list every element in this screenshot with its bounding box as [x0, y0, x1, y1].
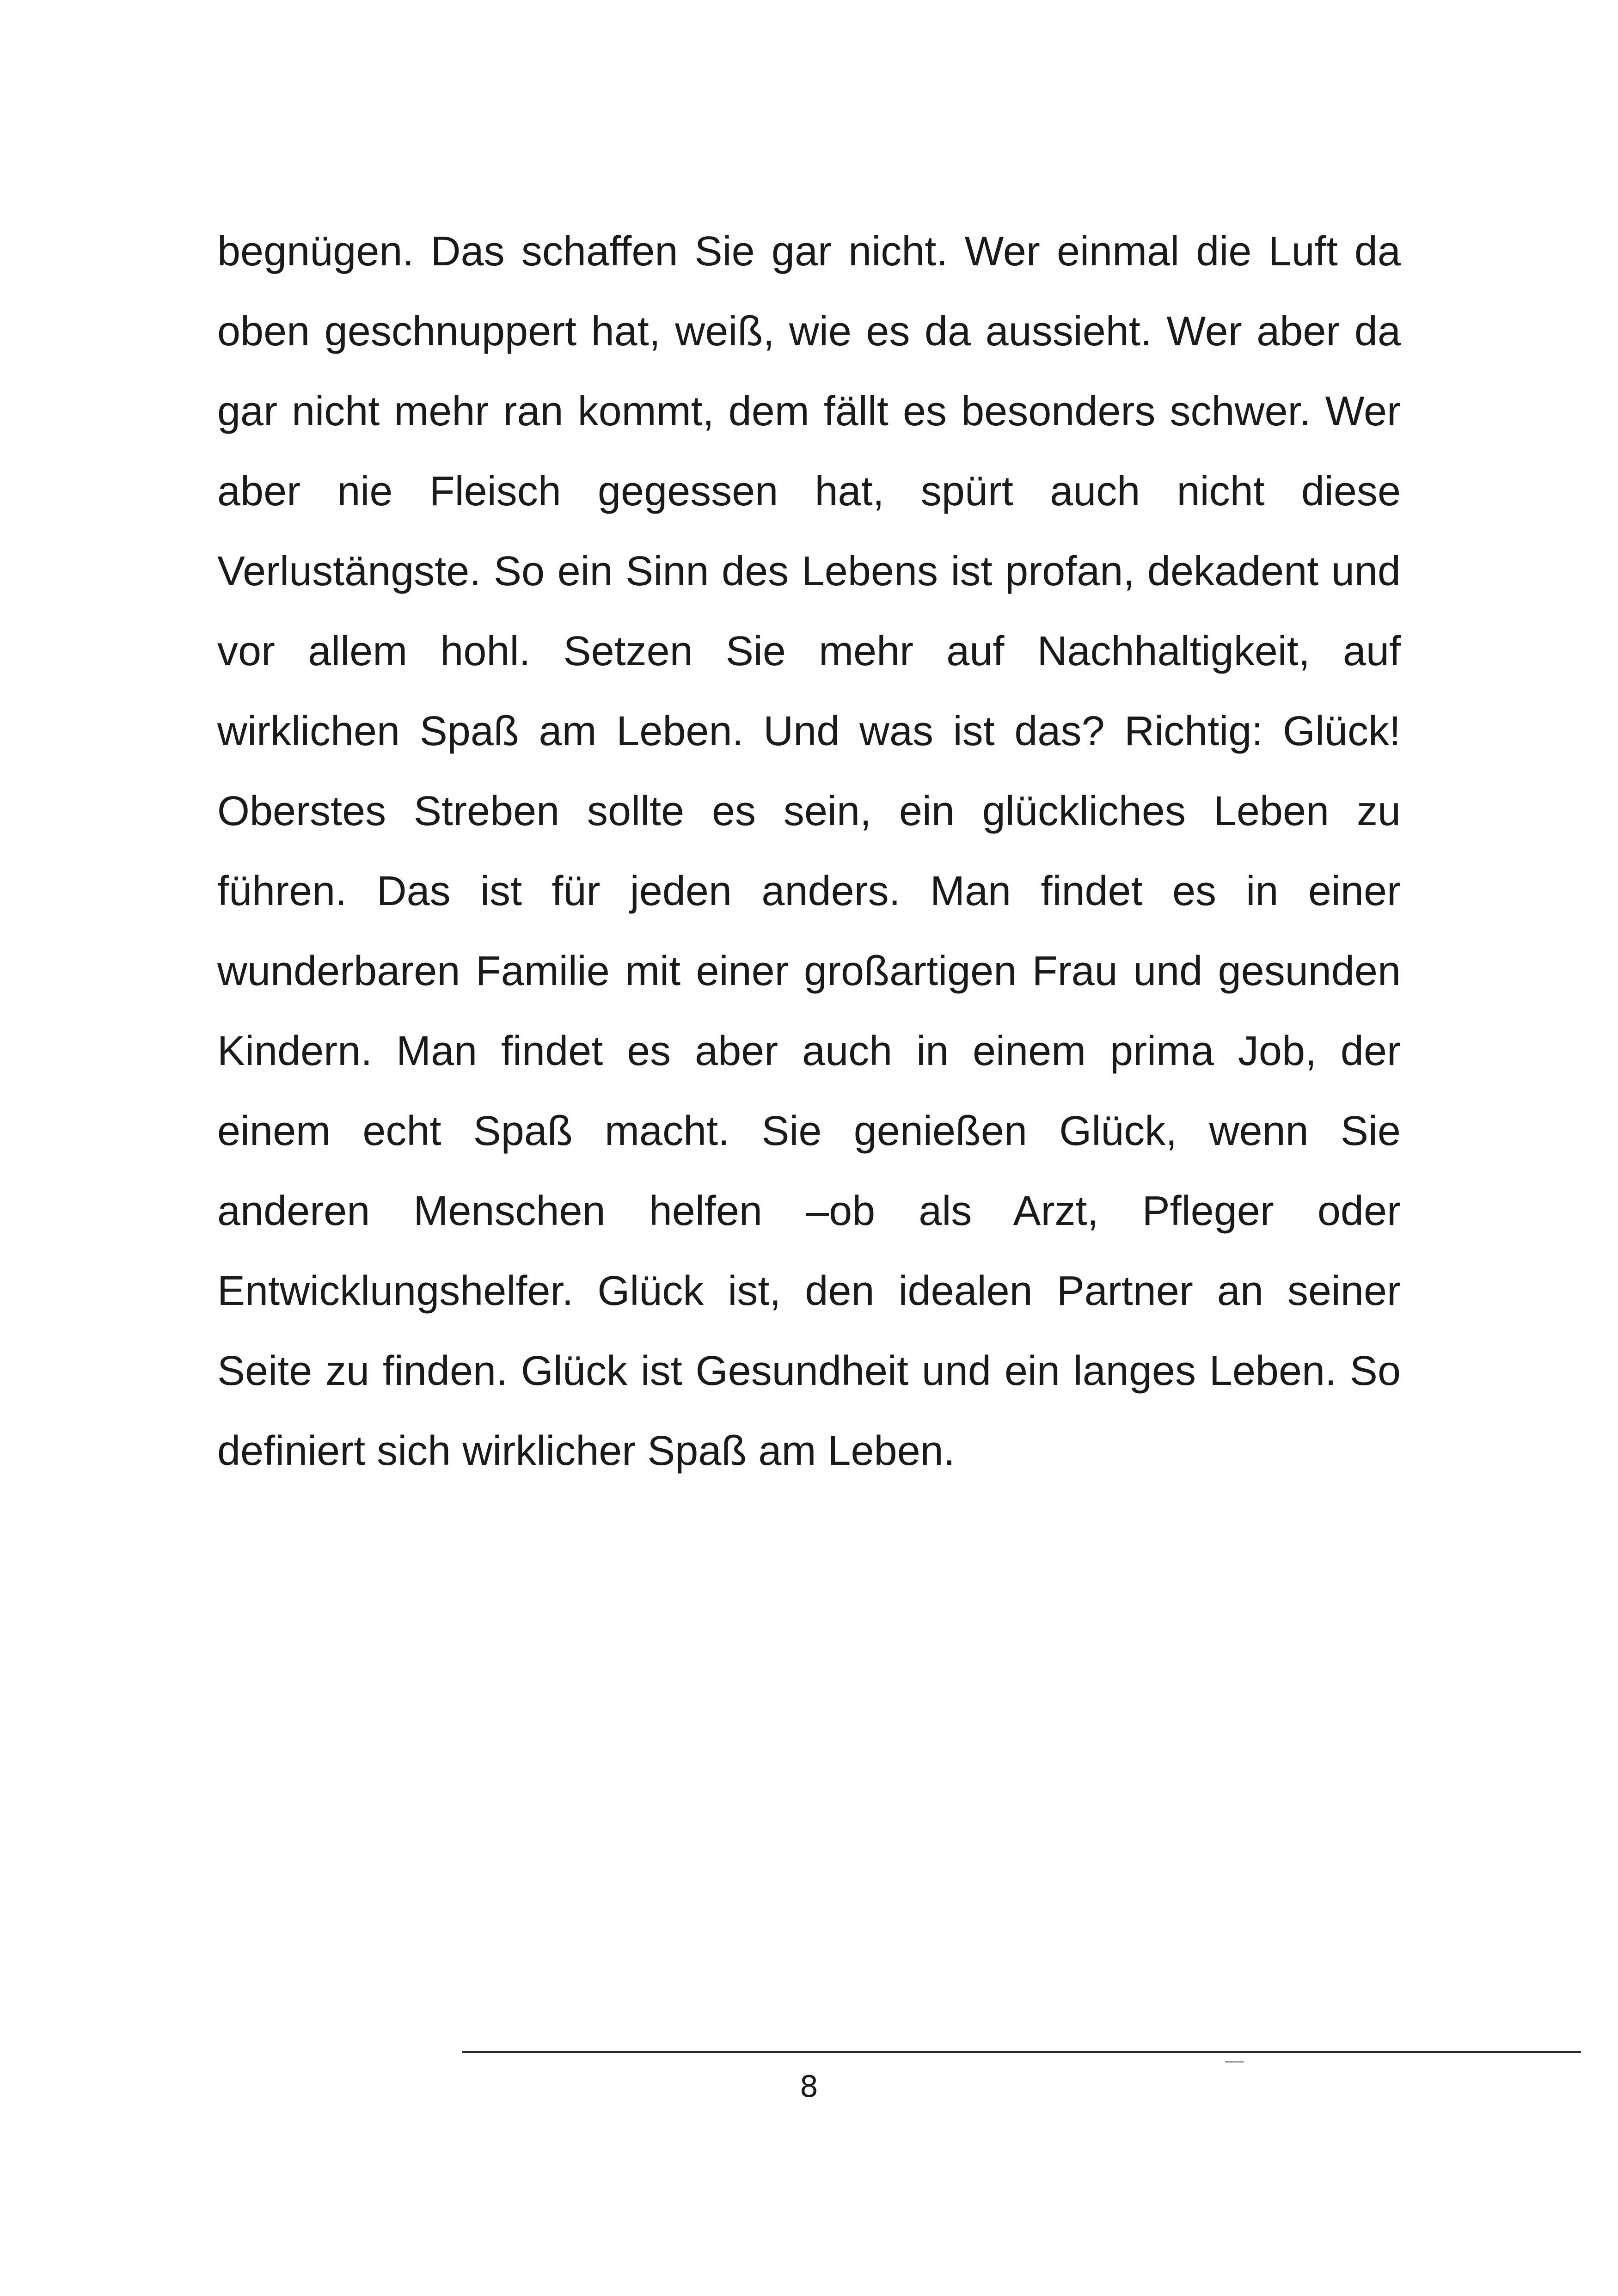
footer-divider: [462, 2051, 1581, 2053]
body-paragraph: begnügen. Das schaffen Sie gar nicht. Wer einmal die Luft da oben geschnuppert hat, weiß, wie es da aussieht. Wer aber da gar nicht mehr ran kommt, dem fällt es besonders schwer. Wer aber nie Fleisch gegessen hat, spürt auch nicht diese Verlustängste. So ein Sinn des Lebens ist profan, dekadent und vor allem hohl. Setzen Sie mehr auf Nachhaltigkeit, auf wirklichen Spaß am Leben. Und was ist das? Richtig: Glück! Oberstes Streben sollte es sein, ein glückliches Leben zu führen. Das ist für jeden anders. Man findet es in einer wunderbaren Familie mit einer großartigen Frau und gesunden Kindern. Man findet es aber auch in einem prima Job, der einem echt Spaß macht. Sie genießen Glück, wenn Sie anderen Menschen helfen –ob als Arzt, Pfleger oder Entwicklungshelfer. Glück ist, den idealen Partner an seiner Seite zu finden. Glück ist Gesundheit und ein langes Leben. So definiert sich wirklicher Spaß am Leben.: [217, 228, 1401, 1474]
page-number: 8: [799, 2070, 819, 2104]
